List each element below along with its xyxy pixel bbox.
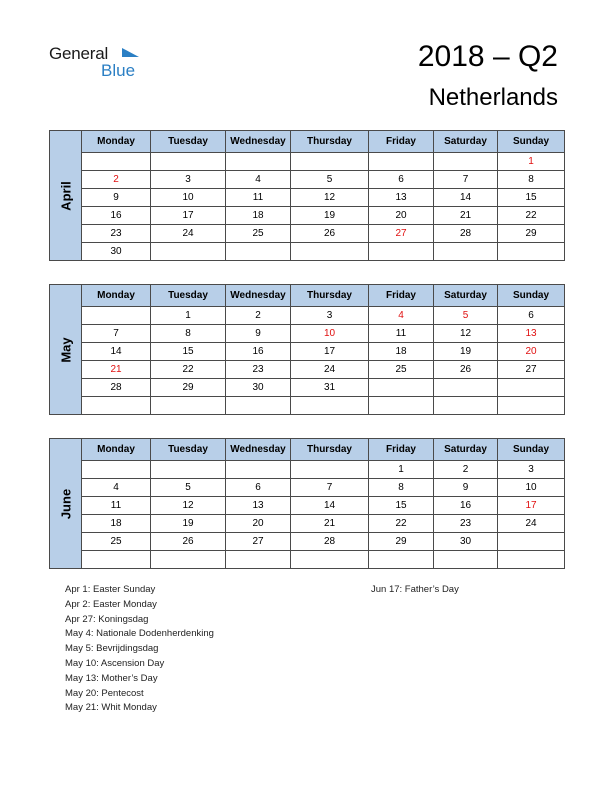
day-cell: 28 [434, 225, 498, 243]
weekday-header: Wednesday [226, 131, 291, 153]
day-cell [151, 461, 226, 479]
day-cell: 5 [291, 171, 369, 189]
day-cell: 29 [151, 379, 226, 397]
week-row [50, 153, 565, 171]
week-row [50, 361, 565, 379]
day-cell: 23 [82, 225, 151, 243]
day-cell [434, 397, 498, 415]
calendar-table [49, 438, 565, 569]
weekday-header: Saturday [434, 131, 498, 153]
month-label-cell [50, 439, 82, 569]
holiday-item: Apr 2: Easter Monday [65, 598, 157, 610]
week-row [50, 379, 565, 397]
week-row [50, 325, 565, 343]
day-cell [498, 533, 565, 551]
day-cell [498, 551, 565, 569]
day-cell: 30 [82, 243, 151, 261]
day-cell: 23 [226, 361, 291, 379]
logo-blue-text: Blue [101, 61, 136, 80]
day-cell [434, 379, 498, 397]
day-cell: 17 [291, 343, 369, 361]
day-cell: 25 [226, 225, 291, 243]
day-cell: 15 [369, 497, 434, 515]
day-cell: 1 [151, 307, 226, 325]
month-calendar-april [49, 130, 564, 261]
day-cell: 14 [82, 343, 151, 361]
day-cell: 18 [369, 343, 434, 361]
holiday-item: May 13: Mother’s Day [65, 672, 158, 684]
day-cell: 8 [369, 479, 434, 497]
day-cell: 5 [151, 479, 226, 497]
holiday-item: May 21: Whit Monday [65, 702, 157, 714]
day-cell: 2 [434, 461, 498, 479]
day-cell: 20 [226, 515, 291, 533]
day-cell: 1 [498, 153, 565, 171]
weekday-header: Monday [82, 131, 151, 153]
day-cell: 2 [226, 307, 291, 325]
day-cell: 28 [291, 533, 369, 551]
day-cell: 11 [369, 325, 434, 343]
weekday-header: Wednesday [226, 285, 291, 307]
month-label: June [58, 488, 73, 519]
week-row [50, 343, 565, 361]
day-cell: 10 [498, 479, 565, 497]
weekday-header: Tuesday [151, 439, 226, 461]
logo-general-text: General [49, 44, 109, 63]
day-cell [226, 153, 291, 171]
day-cell: 6 [369, 171, 434, 189]
day-cell [369, 243, 434, 261]
week-row [50, 189, 565, 207]
day-cell [226, 461, 291, 479]
day-cell: 16 [82, 207, 151, 225]
page-title: 2018 – Q2 [417, 40, 558, 73]
day-cell [498, 397, 565, 415]
day-cell: 16 [434, 497, 498, 515]
day-cell: 15 [151, 343, 226, 361]
day-cell: 4 [226, 171, 291, 189]
day-cell: 19 [434, 343, 498, 361]
day-cell: 22 [498, 207, 565, 225]
day-cell: 20 [498, 343, 565, 361]
day-cell: 18 [82, 515, 151, 533]
day-cell: 23 [434, 515, 498, 533]
day-cell [434, 153, 498, 171]
week-row [50, 461, 565, 479]
week-row [50, 479, 565, 497]
holiday-item: May 10: Ascension Day [65, 657, 165, 669]
day-cell: 4 [82, 479, 151, 497]
day-cell [369, 379, 434, 397]
week-row [50, 515, 565, 533]
day-cell: 22 [369, 515, 434, 533]
weekday-header: Sunday [498, 439, 565, 461]
day-cell [151, 397, 226, 415]
day-cell [434, 551, 498, 569]
day-cell: 8 [151, 325, 226, 343]
day-cell: 27 [498, 361, 565, 379]
day-cell: 3 [291, 307, 369, 325]
day-cell: 19 [151, 515, 226, 533]
day-cell: 22 [151, 361, 226, 379]
day-cell: 21 [82, 361, 151, 379]
day-cell: 3 [151, 171, 226, 189]
day-cell: 26 [434, 361, 498, 379]
day-cell: 6 [498, 307, 565, 325]
holiday-item: Apr 1: Easter Sunday [65, 584, 156, 595]
day-cell: 10 [151, 189, 226, 207]
day-cell: 25 [82, 533, 151, 551]
day-cell: 18 [226, 207, 291, 225]
week-row [50, 171, 565, 189]
week-row [50, 225, 565, 243]
day-cell: 14 [291, 497, 369, 515]
day-cell: 26 [291, 225, 369, 243]
week-row [50, 497, 565, 515]
day-cell: 6 [226, 479, 291, 497]
day-cell: 3 [498, 461, 565, 479]
week-row [50, 397, 565, 415]
day-cell: 12 [151, 497, 226, 515]
weekday-header: Thursday [291, 439, 369, 461]
day-cell: 30 [434, 533, 498, 551]
day-cell [151, 551, 226, 569]
day-cell: 12 [291, 189, 369, 207]
day-cell: 2 [82, 171, 151, 189]
day-cell: 20 [369, 207, 434, 225]
day-cell: 13 [498, 325, 565, 343]
day-cell: 13 [369, 189, 434, 207]
logo-triangle-icon [122, 48, 139, 57]
holiday-list-right [371, 583, 459, 598]
day-cell [291, 243, 369, 261]
day-cell [82, 551, 151, 569]
holiday-item: Jun 17: Father’s Day [371, 584, 459, 595]
country-title: Netherlands [428, 84, 558, 111]
weekday-header: Sunday [498, 131, 565, 153]
week-row [50, 207, 565, 225]
day-cell: 17 [151, 207, 226, 225]
day-cell [291, 397, 369, 415]
day-cell: 9 [434, 479, 498, 497]
weekday-header: Monday [82, 439, 151, 461]
weekday-header: Friday [369, 285, 434, 307]
day-cell [226, 397, 291, 415]
weekday-header: Saturday [434, 285, 498, 307]
weekday-header: Thursday [291, 285, 369, 307]
month-label-cell [50, 285, 82, 415]
day-cell [369, 551, 434, 569]
day-cell: 11 [82, 497, 151, 515]
day-cell [291, 153, 369, 171]
holiday-item: May 5: Bevrijdingsdag [65, 643, 159, 655]
day-cell [291, 461, 369, 479]
day-cell [369, 397, 434, 415]
day-cell: 29 [498, 225, 565, 243]
day-cell: 10 [291, 325, 369, 343]
month-calendar-may [49, 284, 564, 415]
day-cell: 24 [151, 225, 226, 243]
day-cell: 12 [434, 325, 498, 343]
month-label-cell [50, 131, 82, 261]
day-cell: 14 [434, 189, 498, 207]
day-cell: 13 [226, 497, 291, 515]
weekday-header: Sunday [498, 285, 565, 307]
day-cell: 21 [434, 207, 498, 225]
day-cell: 15 [498, 189, 565, 207]
day-cell: 24 [498, 515, 565, 533]
holiday-item: May 20: Pentecost [65, 687, 144, 699]
day-cell [369, 153, 434, 171]
weekday-header: Tuesday [151, 285, 226, 307]
month-label: May [58, 336, 73, 363]
day-cell: 29 [369, 533, 434, 551]
week-row [50, 307, 565, 325]
day-cell: 9 [226, 325, 291, 343]
weekday-header: Tuesday [151, 131, 226, 153]
month-calendar-june [49, 438, 564, 569]
day-cell: 30 [226, 379, 291, 397]
day-cell [82, 307, 151, 325]
weekday-header: Monday [82, 285, 151, 307]
month-label: April [58, 180, 73, 211]
day-cell: 28 [82, 379, 151, 397]
day-cell: 5 [434, 307, 498, 325]
logo [49, 44, 136, 80]
day-cell: 19 [291, 207, 369, 225]
week-row [50, 243, 565, 261]
day-cell: 8 [498, 171, 565, 189]
day-cell: 26 [151, 533, 226, 551]
day-cell: 21 [291, 515, 369, 533]
week-row [50, 551, 565, 569]
week-row [50, 533, 565, 551]
weekday-header: Friday [369, 439, 434, 461]
calendar-table [49, 130, 565, 261]
day-cell [226, 243, 291, 261]
day-cell [82, 153, 151, 171]
weekday-header: Thursday [291, 131, 369, 153]
day-cell [82, 397, 151, 415]
holiday-item: May 4: Nationale Dodenherdenking [65, 628, 214, 640]
day-cell: 7 [82, 325, 151, 343]
day-cell: 25 [369, 361, 434, 379]
day-cell: 24 [291, 361, 369, 379]
day-cell [291, 551, 369, 569]
day-cell [151, 243, 226, 261]
day-cell [498, 243, 565, 261]
day-cell: 4 [369, 307, 434, 325]
day-cell: 27 [369, 225, 434, 243]
day-cell: 27 [226, 533, 291, 551]
day-cell: 31 [291, 379, 369, 397]
day-cell [226, 551, 291, 569]
day-cell [498, 379, 565, 397]
day-cell: 7 [291, 479, 369, 497]
day-cell: 17 [498, 497, 565, 515]
holiday-list-left [65, 583, 214, 716]
day-cell [151, 153, 226, 171]
weekday-header: Friday [369, 131, 434, 153]
day-cell: 7 [434, 171, 498, 189]
weekday-header: Wednesday [226, 439, 291, 461]
day-cell: 9 [82, 189, 151, 207]
day-cell: 16 [226, 343, 291, 361]
weekday-header: Saturday [434, 439, 498, 461]
holiday-item: Apr 27: Koningsdag [65, 613, 149, 625]
day-cell [434, 243, 498, 261]
day-cell [82, 461, 151, 479]
day-cell: 1 [369, 461, 434, 479]
day-cell: 11 [226, 189, 291, 207]
calendar-table [49, 284, 565, 415]
